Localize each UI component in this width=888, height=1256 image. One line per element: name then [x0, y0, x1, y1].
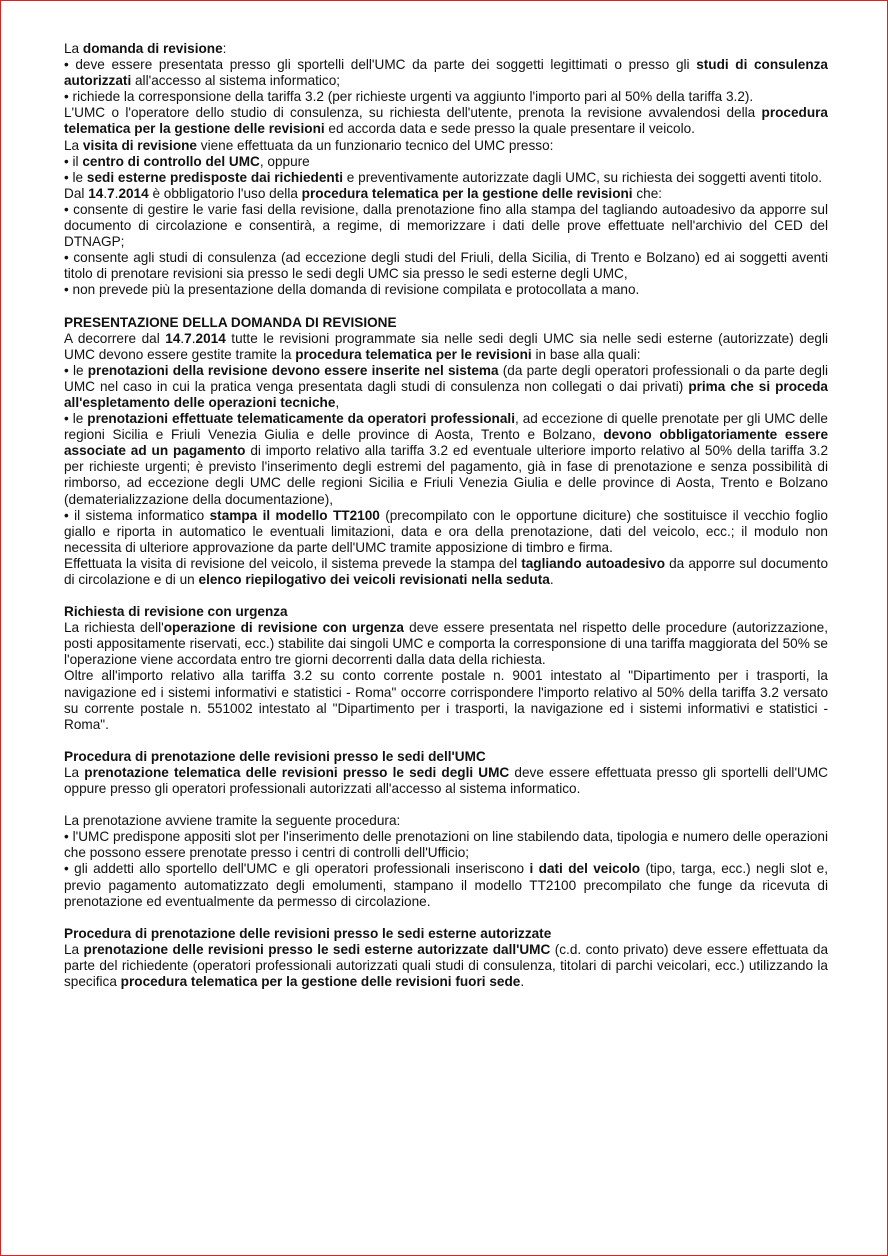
bold-text: procedura telematica per la gestione delle revisioni fuori sede: [120, 973, 521, 989]
text-run: .: [520, 973, 525, 989]
text-run: .: [549, 572, 554, 587]
text-run: (tipo, targa, ecc.) negli slot e, previo pagamento automatizzato degli emolumenti, stampano il modello TT2100 precompilato che funge da ricevuta di prenotazione ed eventualmente da permesso di circolazione.: [64, 861, 829, 909]
text-run: di importo relativo alla tariffa 3.2 ed eventuale ulteriore importo relativo al 50% della tariffa 3.2 per richieste urgenti; è previsto l'inserimento degli estremi del pagamento, già in fase di prenotazione e senza possibilità di rimborso, ad eccezione degli UMC delle regioni Sicilia e Friuli Venezia Giulia e delle province di Aosta, Trento e Bolzano (dematerializzazione della documentazione),: [64, 443, 828, 507]
text-run: (precompilato con le opportune diciture) che sostituisce il vecchio foglio giallo e riporta in automatico le eventuali limitazioni, data e ora della prenotazione, dati del veicolo, ecc.; il modulo non necessita di ulteriore approvazione da parte dell'UMC tramite apposizione di timbro e firma.: [64, 507, 828, 555]
text-run: La: [64, 137, 83, 153]
bold-text: prenotazione telematica delle revisioni presso le sedi degli UMC: [84, 764, 510, 780]
text-run: viene effettuata da un funzionario tecnico del UMC presso:: [197, 137, 554, 153]
paragraph: [64, 942, 828, 990]
text-run: , ad eccezione di quelle prenotate per gli UMC delle regioni Sicilia e Friuli Venezia Giulia e delle province di Aosta, Trento e Bolzano,: [64, 411, 828, 443]
paragraph: [64, 765, 828, 797]
text-run: (da parte degli operatori professionali o da parte degli UMC nel caso in cui la pratica venga presentata dagli studi di consulenza non collegati o dai privati): [64, 362, 828, 394]
text-run: • le: [64, 362, 88, 378]
text-run: (c.d. conto privato) deve essere effettuata da parte del richiedente (operatori professionali autorizzati quali studi di consulenza, titolari di parchi veicolari, ecc.) utilizzando la specifica: [64, 941, 829, 989]
text-run: • gli addetti allo sportello dell'UMC e gli operatori professionali inseriscono: [64, 861, 530, 877]
text-run: Dal: [64, 185, 89, 201]
paragraph: [64, 620, 828, 668]
text-run: all'accesso al sistema informatico;: [131, 73, 341, 89]
paragraph: [64, 363, 828, 411]
bold-text: 14: [165, 330, 181, 346]
text-run: • le: [64, 169, 87, 185]
text-run: • richiede la corresponsione della tariffa 3.2 (per richieste urgenti va aggiunto l'importo pari al 50% della tariffa 3.2).: [64, 89, 754, 105]
paragraph: [64, 202, 828, 250]
paragraph-spacer: [64, 733, 828, 749]
paragraph-spacer: [64, 299, 828, 315]
bold-text: 7: [184, 330, 192, 346]
bold-text: i dati del veicolo: [529, 861, 641, 877]
paragraph: [64, 41, 828, 57]
text-run: che:: [632, 185, 663, 201]
paragraph: [64, 186, 828, 202]
text-run: in base alla quali:: [531, 346, 641, 362]
paragraph: [64, 508, 828, 556]
text-run: , oppure: [259, 153, 310, 169]
text-run: Procedura di prenotazione delle revisioni presso le sedi esterne autorizzate: [64, 925, 552, 941]
bold-text: stampa il modello TT2100: [209, 507, 380, 523]
text-run: PRESENTAZIONE DELLA DOMANDA DI REVISIONE: [64, 314, 397, 330]
paragraph: [64, 154, 828, 170]
text-run: L'UMC o l'operatore dello studio di consulenza, su richiesta dell'utente, prenota la revisione avvalendosi della: [64, 105, 762, 121]
bold-text: studi di consulenza autorizzati: [64, 57, 828, 89]
paragraph: [64, 668, 828, 732]
paragraph: [64, 282, 828, 298]
text-run: A decorrere dal: [64, 330, 166, 346]
paragraph: [64, 861, 828, 909]
section-heading: [64, 926, 828, 942]
bold-text: prenotazioni effettuate telematicamente da operatori professionali: [87, 411, 515, 427]
text-run: Procedura di prenotazione delle revisioni presso le sedi dell'UMC: [64, 748, 486, 764]
paragraph-spacer: [64, 797, 828, 813]
section-heading: [64, 749, 828, 765]
text-run: deve essere presentata nel rispetto delle procedure (autorizzazione, posti appositamente riservati, ecc.) stabilite dai singoli UMC e comporta la corresponsione di una tariffa maggiorata del 50% se l'operazione viene accordata entro tre giorni decorrenti dalla data della richiesta.: [64, 620, 828, 668]
text-run: Effettuata la visita di revisione del veicolo, il sistema prevede la stampa del: [64, 555, 522, 571]
text-run: deve essere effettuata presso gli sportelli dell'UMC oppure presso gli operatori professionali autorizzati all'accesso al sistema informatico.: [64, 764, 828, 797]
text-run: ,: [335, 394, 340, 410]
text-run: Oltre all'importo relativo alla tariffa 3.2 su conto corrente postale n. 9001 intestato al "Dipartimento per i trasporti, la navigazione ed i sistemi informativi e statistici - Roma" occorre corrispondere l'importo relativo al 50% della tariffa 3.2 versato su corrente postale n. 551002 intestato al "Dipartimento per i trasporti, la navigazione ed i sistemi informativi e statistici - Roma".: [64, 668, 828, 732]
text-run: • non prevede più la presentazione della domanda di revisione compilata e protocollata a mano.: [64, 282, 640, 298]
text-run: ed accorda data e sede presso la quale presentare il veicolo.: [324, 121, 695, 137]
text-run: La: [64, 764, 85, 780]
bold-text: procedura telematica per le revisioni: [295, 346, 532, 362]
paragraph-spacer: [64, 588, 828, 604]
document-body: [64, 41, 828, 990]
bold-text: procedura telematica per la gestione delle revisioni: [64, 105, 828, 137]
text-run: La: [64, 41, 83, 56]
text-run: da apporre sul documento di circolazione e di un: [64, 555, 829, 587]
text-run: La richiesta dell': [64, 620, 164, 636]
bold-text: 2014: [118, 185, 149, 201]
bold-text: devono obbligatoriamente essere associate ad un pagamento: [64, 427, 829, 459]
text-run: La prenotazione avviene tramite la seguente procedura:: [64, 813, 401, 829]
bold-text: sedi esterne predisposte dai richiedenti: [86, 169, 344, 185]
paragraph: [64, 813, 828, 829]
paragraph: [64, 829, 828, 861]
text-run: • consente agli studi di consulenza (ad eccezione degli studi del Friuli, della Sicilia, di Trento e Bolzano) ed ai soggetti aventi titolo di prenotare revisioni sia presso le sedi degli UMC sia presso le sedi esterne degli UMC,: [64, 250, 828, 282]
bold-text: prenotazione delle revisioni presso le sedi esterne autorizzate dall'UMC: [83, 941, 551, 957]
paragraph: [64, 57, 828, 89]
paragraph: [64, 89, 828, 105]
text-run: • il: [64, 153, 83, 169]
section-heading: [64, 315, 828, 331]
text-run: .: [103, 185, 108, 201]
text-run: .: [180, 330, 185, 346]
text-run: • le: [64, 411, 88, 427]
text-run: • l'UMC predispone appositi slot per l'inserimento delle prenotazioni on line stabilendo data, tipologia e numero delle operazioni che possono essere prenotate presso i centri di controlli dell'Ufficio;: [64, 829, 828, 861]
bold-text: operazione di revisione con urgenza: [163, 620, 404, 636]
paragraph: [64, 170, 828, 186]
text-run: La: [64, 941, 84, 957]
paragraph: [64, 411, 828, 508]
bold-text: prima che si proceda all'espletamento delle operazioni tecniche: [64, 378, 828, 410]
text-run: :: [222, 41, 227, 56]
bold-text: centro di controllo del UMC: [82, 153, 260, 169]
text-run: e preventivamente autorizzate dagli UMC, su richiesta dei soggetti aventi titolo.: [343, 169, 823, 185]
bold-text: elenco riepilogativo dei veicoli revisionati nella seduta: [198, 572, 550, 587]
section-heading: [64, 604, 828, 620]
text-run: tutte le revisioni programmate sia nelle sedi degli UMC sia nelle sedi esterne (autorizzate) degli UMC devono essere gestite tramite la: [64, 330, 828, 362]
paragraph: [64, 138, 828, 154]
bold-text: 2014: [195, 330, 226, 346]
bold-text: tagliando autoadesivo: [521, 555, 666, 571]
paragraph: [64, 105, 828, 137]
bold-text: procedura telematica per la gestione delle revisioni: [301, 185, 633, 201]
paragraph-spacer: [64, 910, 828, 926]
text-run: • il sistema informatico: [64, 507, 210, 523]
text-run: Richiesta di revisione con urgenza: [64, 604, 288, 620]
paragraph: [64, 250, 828, 282]
paragraph: [64, 556, 828, 588]
bold-text: domanda di revisione: [82, 41, 223, 56]
text-run: • consente di gestire le varie fasi della revisione, dalla prenotazione fino alla stampa del tagliando autoadesivo da apporre sul documento di circolazione e consentirà, a regime, di memorizzare i dati delle prove effettuate nell'archivio del CED del DTNAGP;: [64, 201, 828, 250]
text-run: • deve essere presentata presso gli sportelli dell'UMC da parte dei soggetti legittimati o presso gli: [64, 57, 697, 73]
bold-text: prenotazioni della revisione devono essere inserite nel sistema: [87, 362, 499, 378]
bold-text: visita di revisione: [82, 137, 197, 153]
bold-text: 14: [88, 185, 104, 201]
text-run: .: [191, 330, 196, 346]
paragraph: [64, 331, 828, 363]
bold-text: 7: [107, 185, 115, 201]
text-run: è obbligatorio l'uso della: [148, 185, 302, 201]
text-run: .: [114, 185, 119, 201]
